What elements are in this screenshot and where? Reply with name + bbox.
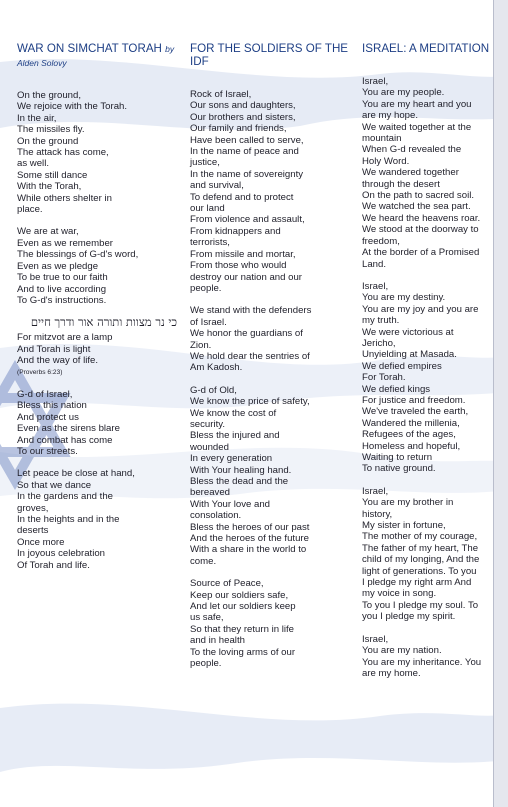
poem-line: So that they return in life (190, 623, 294, 635)
poem-line: For justice and freedom. (362, 394, 466, 406)
poem-line: The blessings of G-d's word, (17, 249, 139, 261)
poem-line: and in health (190, 635, 245, 647)
verse-line: For mitzvot are a lamp (17, 332, 113, 344)
poem-line: We stand with the defenders (190, 305, 312, 317)
poem-line: Israel, (362, 485, 389, 497)
poem-line: In the air, (17, 112, 57, 124)
poem-line: Israel, (362, 76, 389, 87)
poem-line: place. (17, 204, 43, 216)
poem-line: Zion. (190, 339, 212, 351)
poem-line: people. (190, 282, 222, 294)
poem-line: To G-d's instructions. (17, 294, 107, 306)
poem-line: And let our soldiers keep (190, 601, 296, 613)
poem-line: And combat has come (17, 434, 113, 446)
poem-line: The father of my heart, The (362, 542, 479, 554)
poem-line: through the desert (362, 178, 440, 190)
poem-line: We waited together at the (362, 121, 472, 133)
poem-line: From missile and mortar, (190, 248, 296, 260)
poem-line: Even as we pledge (17, 260, 99, 272)
poem-line: Waiting to return (362, 452, 433, 463)
poem-line: Am Kadosh. (190, 362, 243, 374)
poem-for-the-soldiers (190, 42, 350, 681)
poem-line: We heard the heavens roar. (362, 212, 481, 224)
poem-line: Source of Peace, (190, 578, 264, 590)
poem-line: From those who would (190, 260, 287, 272)
stanza (190, 89, 350, 294)
poem-line: I pledge my right arm And (362, 577, 472, 589)
poem-line: you I pledge my spirit. (362, 611, 456, 623)
poem-line: Have been called to serve, (190, 134, 304, 146)
stanza (190, 385, 350, 568)
poem-line: My sister in fortune, (362, 520, 446, 532)
stanza-group (190, 89, 350, 670)
poem-line: Israel, (362, 633, 389, 645)
poem-line: bereaved (190, 487, 231, 499)
poem-line: With the Torah, (17, 181, 82, 193)
poem-title: FOR THE SOLDIERS OF THE IDF (190, 42, 349, 68)
stanza (362, 486, 492, 623)
stanza-group (362, 76, 492, 679)
poem-line: You are my destiny. (362, 292, 446, 304)
stanza (190, 578, 350, 669)
stanza (362, 281, 492, 475)
poem-line: On the path to sacred soil. (362, 190, 474, 202)
verse-line: And Torah is light (17, 343, 91, 355)
poem-line: In the gardens and the (17, 491, 114, 503)
poem-line: You are my inheritance. You (362, 656, 482, 668)
poem-line: our land (190, 203, 225, 215)
poem-line: Land. (362, 258, 387, 270)
poem-line: of Israel. (190, 316, 227, 328)
poem-line: Bless the injured and (190, 430, 280, 442)
poem-line: Let peace be close at hand, (17, 468, 135, 480)
poem-line: With a share in the world to (190, 544, 307, 556)
poem-line: people. (190, 658, 222, 670)
poem-line: history, (362, 508, 393, 520)
poem-line: Some still dance (17, 169, 88, 181)
poem-line: consolation. (190, 510, 242, 522)
poem-line: Our sons and daughters, (190, 100, 296, 112)
byline: by Alden Solovy (17, 44, 175, 68)
poem-line: With Your love and (190, 498, 271, 510)
poem-line: Our brothers and sisters, (190, 111, 296, 123)
poem-line: my voice in song. (362, 588, 437, 600)
poem-line: We rejoice with the Torah. (17, 101, 128, 113)
poem-line: You are my joy and you are (362, 303, 479, 315)
poem-title: ISRAEL: A MEDITATION (362, 42, 490, 55)
poem-war-on-simchat-torah (17, 42, 177, 582)
poem-line: Homeless and hopeful, (362, 440, 461, 452)
poem-line: justice, (190, 157, 220, 169)
poem-line: groves, (17, 502, 49, 514)
poem-line: We know the cost of (190, 407, 277, 419)
poem-line: From violence and assault, (190, 214, 305, 226)
poem-line: G-d of Old, (190, 384, 237, 396)
poem-line: On the ground, (17, 90, 82, 101)
poem-line: Once more (17, 536, 65, 548)
poem-line: Bless this nation (17, 400, 87, 412)
stanza (190, 305, 350, 373)
poem-line: Even as we remember (17, 237, 113, 249)
stanza (17, 468, 177, 571)
poem-line: And the heroes of the future (190, 533, 309, 545)
poem-line: destroy our nation and our (190, 271, 303, 283)
poem-line: We've traveled the earth, (362, 406, 469, 418)
poem-line: are my hope. (362, 110, 418, 122)
verse-line: And the way of life. (17, 355, 99, 367)
poem-line: On the ground (17, 135, 79, 147)
poem-line: We defied kings (362, 383, 431, 395)
poem-line: For Torah. (362, 372, 406, 384)
poem-title: WAR ON SIMCHAT TORAH by Alden Solovy (17, 42, 175, 68)
poem-line: freedom, (362, 235, 400, 247)
poem-line: In the name of peace and (190, 146, 299, 158)
poem-line: When G-d revealed the (362, 144, 462, 156)
poem-line: Our family and friends, (190, 123, 287, 135)
poem-line: We know the price of safety, (190, 396, 310, 408)
poem-line: deserts (17, 525, 49, 537)
stanza (17, 90, 177, 215)
poem-line: The missiles fly. (17, 124, 85, 136)
poem-line: From kidnappers and (190, 225, 281, 237)
poem-line: We defied empires (362, 360, 442, 372)
stanza (362, 634, 492, 680)
poem-line: Of Torah and life. (17, 559, 90, 571)
stanza (362, 76, 492, 270)
hebrew-verse: כי נר מצוות ותורה אור ודרך חיים (30, 315, 177, 330)
poem-line: light of generations. To you (362, 565, 477, 577)
poem-line: With Your healing hand. (190, 464, 292, 476)
poem-line: child of my longing, And the (362, 554, 480, 566)
poem-line: G-d of Israel, (17, 388, 73, 400)
poem-line: and survival, (190, 180, 244, 192)
poem-line: In the name of sovereignty (190, 168, 304, 180)
verse-citation: (Proverbs 6:23) (17, 368, 63, 376)
poem-line: mountain (362, 133, 402, 145)
poem-line: The attack has come, (17, 147, 109, 159)
poem-line: We watched the sea part. (362, 201, 471, 213)
poem-line: To you I pledge my soul. To (362, 599, 479, 611)
stanza (17, 226, 177, 306)
poem-line: Wandered the millenia, (362, 417, 460, 429)
page-edge-rule (493, 0, 508, 807)
poem-line: You are my people. (362, 87, 445, 99)
poem-line: To native ground. (362, 463, 436, 475)
poem-line: In the heights and in the (17, 514, 120, 525)
poem-line: Israel, (362, 280, 389, 292)
poem-line: my truth. (362, 315, 400, 327)
poem-line: come. (190, 555, 217, 567)
stanza-group (17, 389, 177, 571)
poem-line: We were victorious at (362, 326, 454, 338)
poem-line: We are at war, (17, 226, 79, 238)
poem-line: Keep our soldiers safe, (190, 589, 289, 601)
poem-line: We stood at the doorway to (362, 224, 479, 236)
poem-line: To be true to our faith (17, 272, 108, 284)
poem-line: And protect us (17, 411, 79, 423)
poem-line: We hold dear the sentries of (190, 350, 310, 362)
poem-line: To defend and to protect (190, 191, 294, 203)
poem-line: Holy Word. (362, 155, 410, 167)
poem-line: terrorists, (190, 237, 230, 249)
poem-line: Unyielding at Masada. (362, 349, 457, 361)
poem-line: Rock of Israel, (190, 89, 252, 100)
poem-line: We wandered together (362, 167, 459, 179)
poem-line: While others shelter in (17, 192, 112, 204)
stanza (17, 389, 177, 457)
poem-line: At the border of a Promised (362, 247, 480, 259)
poem-line: The mother of my courage, (362, 531, 478, 543)
poem-line: Even as the sirens blare (17, 423, 120, 435)
bottom-stripe (0, 704, 508, 772)
poem-line: Refugees of the ages, (362, 429, 456, 441)
poem-line: You are my brother in (362, 497, 454, 509)
poem-line: wounded (190, 441, 229, 453)
poem-line: security. (190, 418, 226, 430)
poem-line: In every generation (190, 453, 273, 465)
stanza (17, 332, 177, 378)
poem-line: are my home. (362, 667, 421, 679)
poem-line: Bless the heroes of our past (190, 521, 310, 533)
poem-line: And to live according (17, 283, 107, 295)
poem-line: We honor the guardians of (190, 328, 303, 340)
poem-israel-a-meditation (362, 42, 492, 690)
poem-line: as well. (17, 158, 49, 170)
poem-line: In joyous celebration (17, 548, 105, 560)
poem-line: Bless the dead and the (190, 476, 289, 487)
poem-line: You are my heart and you (362, 98, 472, 110)
poem-line: To the loving arms of our (190, 646, 296, 658)
stanza-group (17, 90, 177, 306)
poem-line: You are my nation. (362, 645, 442, 657)
poem-line: Jericho, (362, 337, 396, 349)
poem-line: So that we dance (17, 479, 92, 491)
poem-line: To our streets. (17, 445, 78, 457)
poem-line: us safe, (190, 612, 224, 624)
